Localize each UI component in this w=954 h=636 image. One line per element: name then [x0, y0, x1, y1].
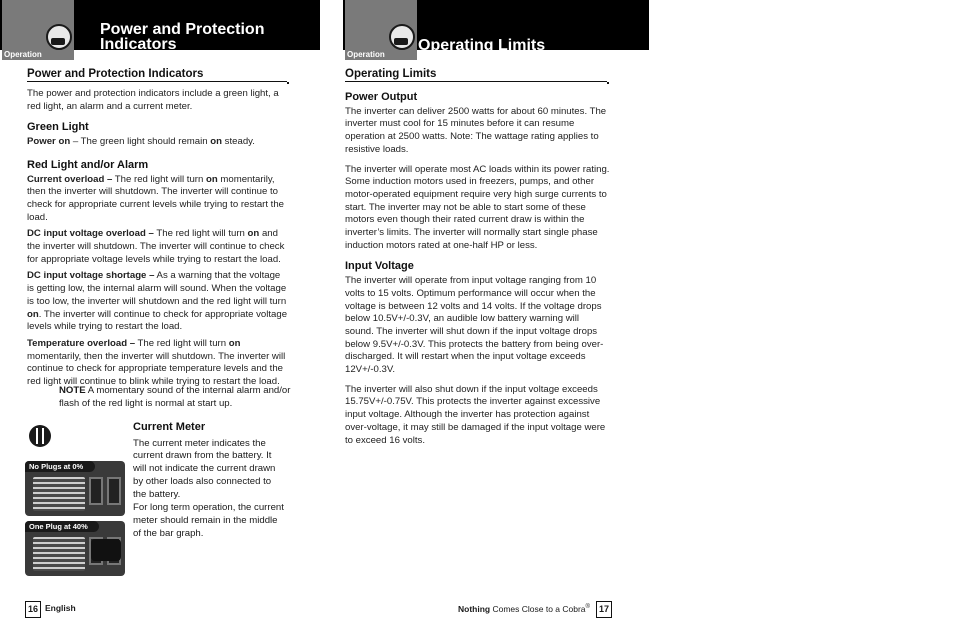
dc-overload-text-b: and the inverter will shutdown. The inverter will continue to check for appropriate voltage levels while trying to restart the load. — [27, 228, 285, 265]
operation-tab-icon — [46, 24, 72, 50]
vent-grille — [33, 477, 85, 511]
power-output-paragraph-2: The inverter will operate most AC loads within its power rating. Some induction motors used in freezers, pumps, and other motor-operated equipment require very high surge currents to start. The inverter may not be able to start some of these motors even though their rated current draw is within the inverter’s limits. The inverter will normally start single phase induction motors rated at one-half HP or less. — [345, 163, 610, 251]
outlet-icon — [89, 477, 103, 505]
note-text: A momentary sound of the internal alarm and/or flash of the red light is normal at start up. — [59, 385, 291, 409]
green-light-paragraph — [27, 136, 289, 149]
page-number: 17 — [596, 601, 612, 618]
footer-slogan — [458, 604, 590, 614]
temperature-overload-text-a: The red light will turn — [135, 337, 229, 349]
photo-caption: One Plug at 40% — [25, 521, 99, 532]
left-page — [0, 0, 320, 636]
footer-slogan-bold: Nothing — [458, 604, 491, 614]
current-meter-paragraph-2: For long term operation, the current meter should remain in the middle of the bar graph. — [133, 502, 284, 539]
left-body — [27, 88, 289, 393]
dc-overload-text-a: The red light will turn — [153, 228, 248, 240]
input-voltage-paragraph-1: The inverter will operate from input voltage ranging from 10 volts to 15 volts. Optimum performance will occur when the voltage is between 12 volts and 14 volts. If the voltage drops below 10.5V+/-0.3V, an audible low battery warning will sound. The inverter will shut down if the input voltage drops below 9.5V+/-0.3V. This protects the battery from being over-discharged. It will restart when the input voltage exceeds 12V+/-0.3V. — [345, 275, 604, 376]
operation-tab — [2, 0, 74, 60]
dc-shortage-lead: DC input voltage shortage – — [27, 270, 155, 282]
current-overload-paragraph — [27, 174, 289, 225]
dc-shortage-text-a: As a warning that the voltage is getting low, the internal alarm will sound. When the voltage is too low, the inverter will shutdown and the red light will turn — [27, 270, 287, 307]
intro-paragraph: The power and protection indicators include a green light, a red light, an alarm and a current meter. — [27, 88, 279, 112]
photo-caption: No Plugs at 0% — [25, 461, 95, 472]
current-meter-heading: Current Meter — [133, 421, 206, 433]
photo-one-plug — [25, 521, 125, 576]
banner-title-line2: Indicators — [100, 36, 177, 53]
current-overload-on: on — [205, 173, 218, 185]
current-overload-lead: Current overload – — [27, 173, 113, 185]
dc-overload-on: on — [247, 228, 260, 240]
footer-language: English — [45, 603, 76, 613]
temperature-overload-text-b: momentarily, then the inverter will shutdown. The inverter will continue to check for appropriate temperature levels and the red light will continue to blink while trying to restart the load. — [27, 350, 286, 388]
dc-shortage-on: on — [27, 308, 39, 320]
right-body — [345, 91, 610, 451]
note-label: NOTE — [59, 385, 86, 396]
current-meter-paragraph-1: The current meter indicates the current drawn from the battery. It will not indicate the current drawn by other loads also connected to the battery. — [133, 437, 276, 500]
temperature-overload-paragraph — [27, 338, 289, 389]
current-meter-block — [133, 421, 285, 544]
green-light-heading: Green Light — [27, 121, 89, 134]
right-page — [320, 0, 650, 636]
temperature-overload-lead: Temperature overload – — [27, 337, 136, 349]
operation-tab — [345, 0, 417, 60]
green-light-on: on — [210, 136, 223, 148]
vent-grille — [33, 537, 85, 571]
outlet-icon — [107, 477, 121, 505]
input-voltage-paragraph-2: The inverter will also shut down if the input voltage exceeds 15.75V+/-0.75V. This protects the inverter against excessive input voltage. Although the inverter has protection against over-voltage, it may still be damaged if the input voltage were to exceed 16 volts. — [345, 383, 606, 446]
power-output-heading: Power Output — [345, 91, 418, 103]
page-number: 16 — [25, 601, 41, 618]
operation-tab-label: Operation — [347, 50, 385, 59]
power-output-paragraph-1: The inverter can deliver 2500 watts for about 60 minutes. The inverter must cool for 15 minutes before it can resume operation at 2500 watts. Note: The wattage rating applies to resistive loads. — [345, 105, 607, 155]
operation-tab-label: Operation — [4, 50, 42, 59]
operation-tab-icon — [389, 24, 415, 50]
right-banner — [343, 0, 649, 59]
green-light-text-a: – The green light should remain — [70, 136, 211, 148]
dc-overload-lead: DC input voltage overload – — [27, 228, 154, 240]
banner-title: Operating Limits — [418, 37, 546, 54]
dc-overload-paragraph — [27, 228, 289, 266]
banner-title-line1: Power and Protection — [100, 21, 265, 38]
plug-icon — [91, 539, 121, 561]
section-title: Operating Limits — [345, 68, 607, 82]
green-light-lead: Power on — [27, 136, 71, 148]
dc-shortage-text-b: . The inverter will continue to check for appropriate voltage levels while trying to restart the load. — [27, 308, 288, 333]
temperature-overload-on: on — [228, 337, 241, 349]
banner-title — [100, 22, 300, 52]
input-voltage-heading: Input Voltage — [345, 260, 414, 273]
note — [59, 385, 291, 410]
left-banner — [0, 0, 320, 59]
current-overload-text-a: The red light will turn — [112, 173, 206, 185]
dc-shortage-paragraph — [27, 270, 289, 334]
trademark-symbol: ® — [585, 604, 590, 611]
footer-slogan-rest: Comes Close to a Cobra — [490, 604, 586, 614]
red-light-heading: Red Light and/or Alarm — [27, 158, 149, 171]
photo-no-plugs — [25, 461, 125, 516]
green-light-text-b: steady. — [222, 136, 255, 148]
current-meter-icon — [29, 425, 51, 447]
section-title: Power and Protection Indicators — [27, 68, 287, 82]
current-overload-text-b: momentarily, then the inverter will shutdown. The inverter will continue to check for appropriate current levels while trying to restart the load. — [27, 173, 285, 223]
